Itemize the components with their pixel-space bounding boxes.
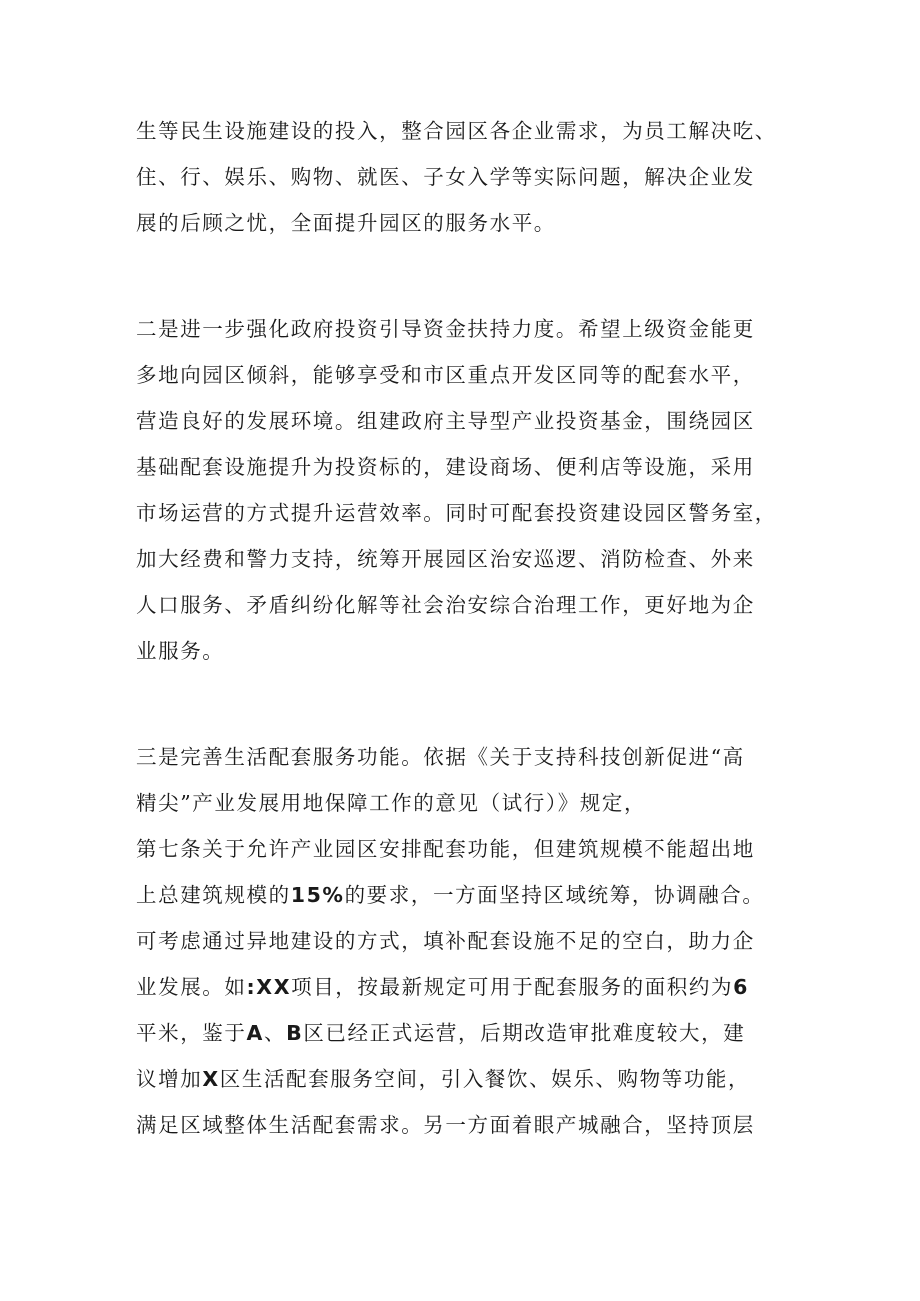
text-line: 基础配套设施提升为投资标的，建设商场、便利店等设施，采用 <box>136 455 755 479</box>
percentage-value: 15% <box>290 883 345 907</box>
paragraph-supporting-services <box>136 734 816 1148</box>
text-line <box>136 872 816 918</box>
text-line: 多地向园区倾斜，能够享受和市区重点开发区同等的配套水平， <box>136 363 755 387</box>
text-line: 第七条关于允许产业园区安排配套功能，但建筑规模不能超出地 <box>136 837 755 861</box>
text-run: 议增加 <box>136 1067 203 1091</box>
zone-label: X <box>202 1067 220 1091</box>
text-line: 三是完善生活配套服务功能。依据《关于支持科技创新促进“高 <box>136 745 745 769</box>
text-run: 区已经正式运营，后期改造审批难度较大，建 <box>303 1021 746 1045</box>
text-run: 业发展。如 <box>136 975 247 999</box>
text-line: 业服务。 <box>136 639 225 663</box>
text-line: 生等民生设施建设的投入，整合园区各企业需求，为员工解决吃、 <box>136 119 777 143</box>
text-line: 人口服务、矛盾纠纷化解等社会治安综合治理工作，更好地为企 <box>136 593 755 617</box>
text-line: 市场运营的方式提升运营效率。同时可配套投资建设园区警务室， <box>136 501 777 525</box>
text-line <box>136 964 816 1010</box>
paragraph-living-facilities <box>136 108 816 246</box>
text-line <box>136 1010 816 1056</box>
text-run: 、 <box>263 1021 287 1045</box>
paragraph-government-investment <box>136 306 816 674</box>
text-line: 加大经费和警力支持，统筹开展园区治安巡逻、消防检查、外来 <box>136 547 755 571</box>
text-line: 满足区域整体生活配套需求。另一方面着眼产城融合，坚持顶层 <box>136 1113 755 1137</box>
text-run: 平米，鉴于 <box>136 1021 247 1045</box>
project-name: :XX <box>246 975 292 999</box>
text-run: 上总建筑规模的 <box>136 883 291 907</box>
text-run: 区生活配套服务空间，引入餐饮、娱乐、购物等功能， <box>219 1067 751 1091</box>
text-line: 营造良好的发展环境。组建政府主导型产业投资基金，围绕园区 <box>136 409 755 433</box>
text-line: 展的后顾之忧，全面提升园区的服务水平。 <box>136 211 556 235</box>
text-run: 项目，按最新规定可用于配套服务的面积约为 <box>291 975 734 999</box>
text-line: 精尖”产业发展用地保障工作的意见（试行）》规定， <box>136 791 647 815</box>
area-value: 6 <box>733 975 749 999</box>
text-run: 的要求，一方面坚持区域统筹，协调融合。 <box>344 883 765 907</box>
zone-label: B <box>286 1021 304 1045</box>
text-line: 可考虑通过异地建设的方式，填补配套设施不足的空白，助力企 <box>136 929 755 953</box>
text-line <box>136 1056 816 1102</box>
text-line: 住、行、娱乐、购物、就医、子女入学等实际问题，解决企业发 <box>136 165 755 189</box>
text-line: 二是进一步强化政府投资引导资金扶持力度。希望上级资金能更 <box>136 317 755 341</box>
zone-label: A <box>246 1021 264 1045</box>
